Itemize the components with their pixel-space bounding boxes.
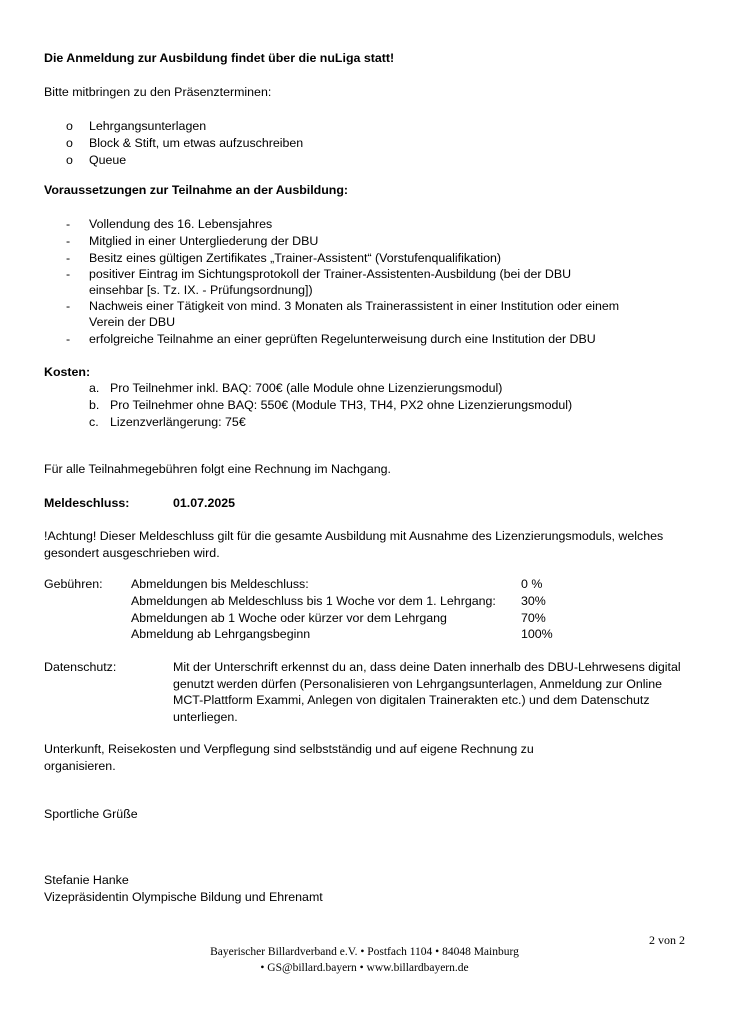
bullet-marker: o	[66, 119, 73, 133]
dash-marker: -	[66, 234, 71, 248]
attention-line: gesondert ausgeschrieben wird.	[44, 546, 220, 560]
list-item: Nachweis einer Tätigkeit von mind. 3 Monaten als Trainerassistent in einer Institution oder einem	[89, 299, 620, 313]
deadline-label: Meldeschluss:	[44, 496, 130, 510]
privacy-line: Mit der Unterschrift erkennst du an, dass deine Daten innerhalb des DBU-Lehrwesens digital	[173, 660, 681, 674]
list-item: positiver Eintrag im Sichtungsprotokoll der Trainer-Assistenten-Ausbildung (bei der DBU	[89, 267, 572, 281]
fee-row-value: 70%	[521, 611, 546, 625]
privacy-line: MCT-Plattform Exammi, Anlegen von digitalen Trainerakten etc.) und dem Datenschutz	[173, 693, 650, 707]
cost-marker: c.	[89, 415, 99, 429]
footer-line: Bayerischer Billardverband e.V. • Postfach 1104 • 84048 Mainburg	[210, 946, 519, 958]
accommodation-line: Unterkunft, Reisekosten und Verpflegung sind selbstständig und auf eigene Rechnung zu	[44, 742, 534, 756]
bring-intro: Bitte mitbringen zu den Präsenzterminen:	[44, 85, 272, 99]
fee-row-text: Abmeldung ab Lehrgangsbeginn	[131, 627, 311, 641]
list-item: erfolgreiche Teilnahme an einer geprüften Regelunterweisung durch eine Institution der DBU	[89, 332, 596, 346]
privacy-line: genutzt werden dürfen (Personalisieren von Lehrgangsunterlagen, Anmeldung zur Online	[173, 677, 663, 691]
attention-line: !Achtung! Dieser Meldeschluss gilt für die gesamte Ausbildung mit Ausnahme des Lizenzierungsmoduls, welches	[44, 529, 664, 543]
fees-label: Gebühren:	[44, 577, 103, 591]
privacy-label: Datenschutz:	[44, 660, 117, 674]
list-item: Lehrgangsunterlagen	[89, 119, 207, 133]
bullet-marker: o	[66, 153, 73, 167]
accommodation-line: organisieren.	[44, 759, 116, 773]
footer-line: • GS@billard.bayern • www.billardbayern.de	[260, 962, 469, 974]
dash-marker: -	[66, 251, 71, 265]
signer-name: Stefanie Hanke	[44, 873, 129, 887]
list-item: Block & Stift, um etwas aufzuschreiben	[89, 136, 304, 150]
deadline-date: 01.07.2025	[173, 496, 236, 510]
requirements-heading: Voraussetzungen zur Teilnahme an der Ausbildung:	[44, 183, 349, 197]
greeting: Sportliche Grüße	[44, 807, 138, 821]
cost-marker: a.	[89, 381, 100, 395]
list-item: Vollendung des 16. Lebensjahres	[89, 217, 273, 231]
list-item: Mitglied in einer Untergliederung der DBU	[89, 234, 319, 248]
list-item: Besitz eines gültigen Zertifikates „Trainer-Assistent“ (Vorstufenqualifikation)	[89, 251, 502, 265]
headline: Die Anmeldung zur Ausbildung findet über die nuLiga statt!	[44, 51, 395, 65]
dash-marker: -	[66, 267, 71, 281]
fee-row-value: 0 %	[521, 577, 543, 591]
list-item-continuation: Verein der DBU	[89, 315, 176, 329]
fee-row-value: 30%	[521, 594, 546, 608]
fee-row-text: Abmeldungen ab 1 Woche oder kürzer vor dem Lehrgang	[131, 611, 447, 625]
cost-item: Pro Teilnehmer ohne BAQ: 550€ (Module TH3, TH4, PX2 ohne Lizenzierungsmodul)	[110, 398, 573, 412]
cost-marker: b.	[89, 398, 100, 412]
bullet-marker: o	[66, 136, 73, 150]
dash-marker: -	[66, 332, 71, 346]
cost-item: Lizenzverlängerung: 75€	[110, 415, 246, 429]
dash-marker: -	[66, 217, 71, 231]
privacy-line: unterliegen.	[173, 710, 238, 724]
cost-item: Pro Teilnehmer inkl. BAQ: 700€ (alle Module ohne Lizenzierungsmodul)	[110, 381, 503, 395]
dash-marker: -	[66, 299, 71, 313]
fee-row-text: Abmeldungen bis Meldeschluss:	[131, 577, 309, 591]
page-number: 2 von 2	[649, 933, 685, 947]
costs-heading: Kosten:	[44, 365, 91, 379]
signer-title: Vizepräsidentin Olympische Bildung und Ehrenamt	[44, 890, 323, 904]
invoice-note: Für alle Teilnahmegebühren folgt eine Rechnung im Nachgang.	[44, 462, 391, 476]
fee-row-value: 100%	[521, 627, 553, 641]
list-item: Queue	[89, 153, 127, 167]
list-item-continuation: einsehbar [s. Tz. IX. - Prüfungsordnung])	[89, 283, 313, 297]
fee-row-text: Abmeldungen ab Meldeschluss bis 1 Woche vor dem 1. Lehrgang:	[131, 594, 496, 608]
